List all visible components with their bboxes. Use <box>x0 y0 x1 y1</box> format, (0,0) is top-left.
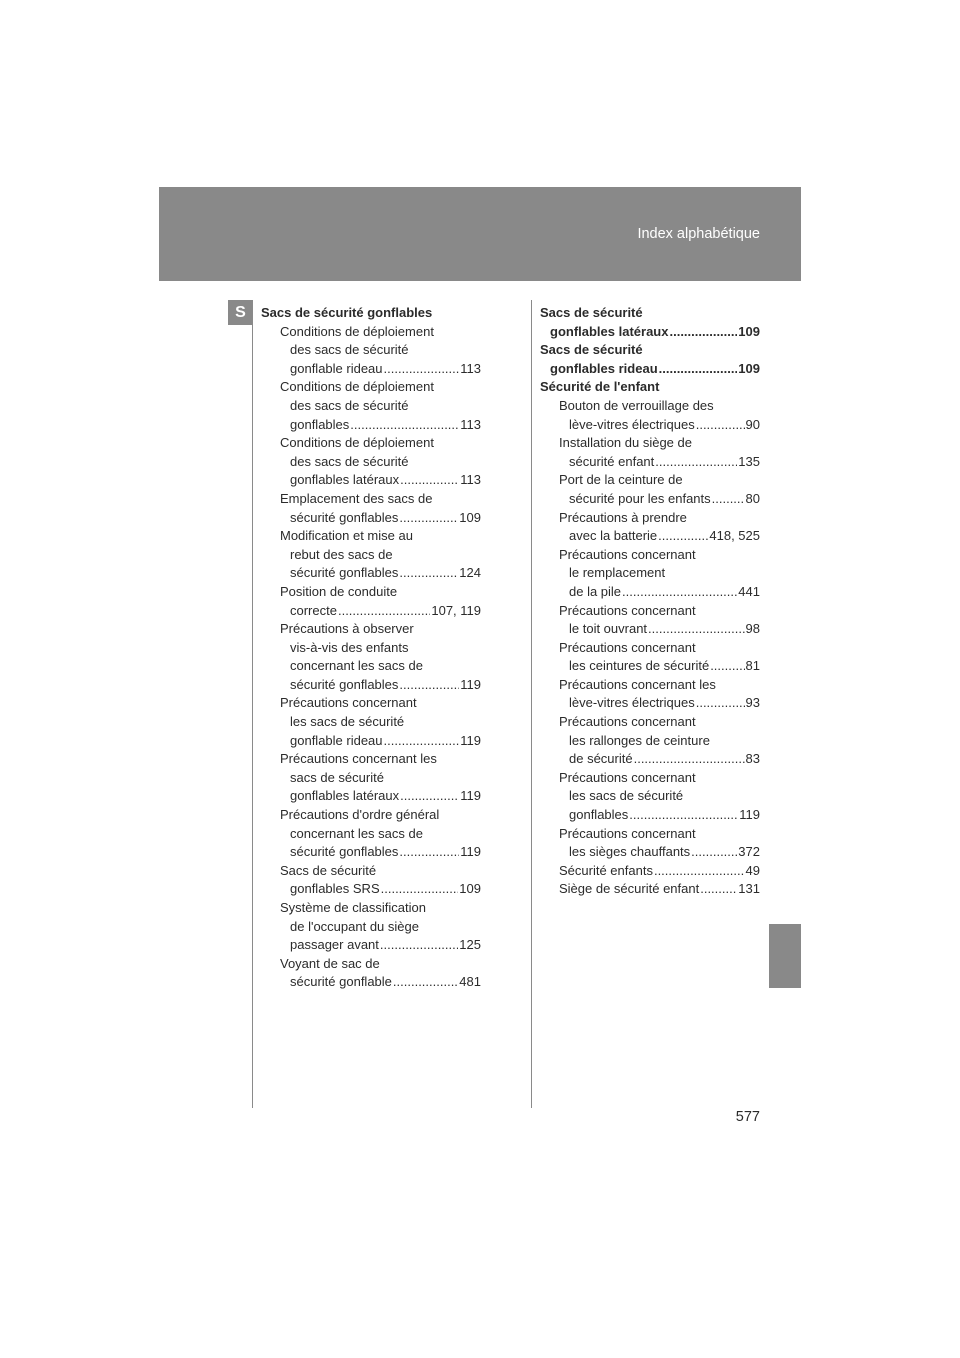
index-page-ref: 90 <box>745 416 760 432</box>
index-entry-text: Conditions de déploiement <box>280 323 434 339</box>
index-entry-sub <box>261 378 481 434</box>
index-entry-text: gonflables <box>569 807 629 823</box>
index-page-ref: 93 <box>745 695 760 711</box>
index-entry-text: Sacs de sécurité <box>280 862 377 878</box>
index-entry-sub <box>540 639 760 676</box>
index-entry-text: avec la batterie <box>569 528 658 544</box>
index-page-ref: 131 <box>738 881 760 897</box>
index-entry-text: Conditions de déploiement <box>280 379 434 395</box>
index-entry-text: sécurité enfant <box>569 453 655 469</box>
dot-leader <box>350 416 459 435</box>
dot-leader <box>696 416 745 435</box>
index-entry-text: Précautions d'ordre général <box>280 807 440 823</box>
dot-leader <box>400 787 459 806</box>
page-number: 577 <box>735 1109 760 1125</box>
index-entry-line-with-page <box>559 416 760 435</box>
index-page-ref: 109 <box>738 323 760 339</box>
index-entry-text: sacs de sécurité <box>290 769 384 785</box>
index-entry-text: gonflables latéraux <box>290 472 400 488</box>
index-entry-text: Sécurité enfants <box>559 862 653 878</box>
section-letter-badge: S <box>228 300 253 325</box>
index-entry-text: gonflables SRS <box>290 881 380 897</box>
index-page-ref: 119 <box>460 732 481 748</box>
index-column-left <box>261 304 481 992</box>
index-entry-text: le remplacement <box>569 565 666 581</box>
index-entry-sub <box>540 471 760 508</box>
index-entry-text: Précautions à observer <box>280 621 414 637</box>
dot-leader <box>658 527 708 546</box>
dot-leader <box>655 453 737 472</box>
index-entry-text: les sièges chauffants <box>569 844 691 860</box>
index-entry-line-with-page <box>280 732 481 751</box>
index-entry-line-with-page <box>559 657 760 676</box>
index-entry-text: Précautions concernant <box>559 769 696 785</box>
index-entry-text: Précautions concernant <box>280 695 417 711</box>
index-entry-text: vis-à-vis des enfants <box>290 639 409 655</box>
index-page-ref: 49 <box>745 862 760 878</box>
index-entry-line-with-page <box>280 471 481 490</box>
index-entry-text: Siège de sécurité enfant <box>559 881 700 897</box>
dot-leader <box>710 657 744 676</box>
index-entry-main <box>540 341 760 378</box>
index-entry-text: sécurité pour les enfants <box>569 490 711 506</box>
dot-leader <box>380 936 458 955</box>
index-entry-text: Voyant de sac de <box>280 955 380 971</box>
index-page-ref: 441 <box>738 583 760 599</box>
index-entry-line-with-page <box>540 323 760 342</box>
dot-leader <box>393 973 458 992</box>
header-band <box>159 187 801 281</box>
index-entry-text: Précautions concernant les <box>559 676 716 692</box>
index-entry-text: Précautions concernant <box>559 714 696 730</box>
index-entry-line-with-page <box>280 936 481 955</box>
index-page-ref: 418, 525 <box>709 528 760 544</box>
index-page-ref: 124 <box>459 565 481 581</box>
index-page-ref: 125 <box>459 937 481 953</box>
index-column-right <box>540 304 760 899</box>
index-entry-line-with-page <box>280 843 481 862</box>
index-entry-text: Sécurité de l'enfant <box>540 379 660 395</box>
index-entry-line-with-page <box>559 750 760 769</box>
index-entry-text: Bouton de verrouillage des <box>559 397 714 413</box>
index-entry-text: des sacs de sécurité <box>290 453 409 469</box>
index-entry-sub <box>540 546 760 602</box>
index-entry-text: gonflables latéraux <box>290 788 400 804</box>
dot-leader <box>700 880 737 899</box>
dot-leader <box>712 490 745 509</box>
index-entry-text: Sacs de sécurité <box>540 305 643 320</box>
dot-leader <box>648 620 744 639</box>
index-entry-sub <box>261 806 481 862</box>
index-entry-text: de la pile <box>569 583 622 599</box>
index-entry-sub <box>540 880 760 899</box>
index-page-ref: 109 <box>738 360 760 376</box>
dot-leader <box>659 360 738 379</box>
index-page-ref: 98 <box>745 621 760 637</box>
index-entry-text: Emplacement des sacs de <box>280 490 433 506</box>
index-entry-line-with-page <box>559 880 760 899</box>
index-page-ref: 119 <box>460 788 481 804</box>
index-entry-line-with-page <box>280 787 481 806</box>
index-entry-sub <box>540 769 760 825</box>
index-page-ref: 119 <box>460 676 481 692</box>
index-page-ref: 80 <box>745 490 760 506</box>
index-entry-text: sécurité gonflables <box>290 844 399 860</box>
index-entry-main <box>540 304 760 341</box>
index-entry-line-with-page <box>280 509 481 528</box>
index-entry-line-with-page <box>280 676 481 695</box>
index-entry-sub <box>261 434 481 490</box>
index-entry-line-with-page <box>280 564 481 583</box>
index-entry-text: gonflable rideau <box>290 360 383 376</box>
index-entry-text: gonflables <box>290 416 350 432</box>
index-entry-sub <box>540 825 760 862</box>
index-entry-text: le toit ouvrant <box>569 621 648 637</box>
dot-leader <box>399 564 458 583</box>
index-entry-text: des sacs de sécurité <box>290 397 409 413</box>
index-entry-line-with-page <box>559 862 760 881</box>
index-entry-text: Modification et mise au <box>280 528 413 544</box>
index-page-ref: 107, 119 <box>431 602 481 618</box>
index-entry-text: de l'occupant du siège <box>290 918 419 934</box>
index-page-ref: 83 <box>745 751 760 767</box>
index-entry-text: de sécurité <box>569 751 633 767</box>
index-entry-sub <box>540 862 760 881</box>
dot-leader <box>696 694 745 713</box>
index-entry-text: sécurité gonflables <box>290 509 399 525</box>
index-entry-sub <box>540 676 760 713</box>
dot-leader <box>634 750 745 769</box>
index-entry-text: Système de classification <box>280 900 426 915</box>
index-entry-line-with-page <box>280 360 481 379</box>
index-entry-line-with-page <box>280 880 481 899</box>
index-entry-text: Précautions à prendre <box>559 509 687 525</box>
index-entry-text: Conditions de déploiement <box>280 435 434 451</box>
index-entry-line-with-page <box>559 843 760 862</box>
index-entry-sub <box>261 323 481 379</box>
index-entry-sub <box>540 397 760 434</box>
header-title: Index alphabétique <box>637 226 760 242</box>
index-entry-text: Sacs de sécurité gonflables <box>261 305 433 320</box>
index-entry-line-with-page <box>280 602 481 621</box>
index-entry-line-with-page <box>559 583 760 602</box>
dot-leader <box>338 602 430 621</box>
index-entry-text: Installation du siège de <box>559 435 692 451</box>
index-page-ref: 481 <box>459 974 481 990</box>
index-entry-text: lève-vitres électriques <box>569 695 695 711</box>
index-entry-text: sécurité gonflable <box>290 974 392 990</box>
index-entry-text: correcte <box>290 602 337 618</box>
index-entry-line-with-page <box>559 620 760 639</box>
dot-leader <box>629 806 738 825</box>
index-entry-sub <box>540 509 760 546</box>
index-entry-text: gonflables latéraux <box>550 323 669 339</box>
index-entry-sub <box>261 694 481 750</box>
index-entry-text: les ceintures de sécurité <box>569 658 710 674</box>
index-entry-sub <box>540 713 760 769</box>
index-page-ref: 113 <box>460 360 481 376</box>
index-entry-text: Port de la ceinture de <box>559 472 683 488</box>
dot-leader <box>381 880 459 899</box>
column-divider-middle <box>531 300 532 1108</box>
index-entry-text: Sacs de sécurité <box>540 342 643 358</box>
dot-leader <box>399 676 459 695</box>
index-page-ref: 119 <box>739 807 760 823</box>
index-entry-sub <box>261 899 481 955</box>
index-entry-text: Précautions concernant <box>559 602 696 618</box>
index-entry-text: Précautions concernant <box>559 825 696 841</box>
index-entry-sub <box>261 620 481 694</box>
index-entry-line-with-page <box>280 973 481 992</box>
index-entry-text: des sacs de sécurité <box>290 342 409 358</box>
index-entry-text: Précautions concernant les <box>280 751 437 767</box>
index-entry-line-with-page <box>559 806 760 825</box>
dot-leader <box>691 843 737 862</box>
index-entry-main <box>540 378 760 397</box>
dot-leader <box>384 732 460 751</box>
index-page-ref: 119 <box>460 844 481 860</box>
index-entry-main <box>261 304 481 323</box>
column-divider-left <box>252 300 253 1108</box>
index-entry-sub <box>261 490 481 527</box>
index-entry-text: lève-vitres électriques <box>569 416 695 432</box>
index-entry-sub <box>261 955 481 992</box>
index-entry-text: rebut des sacs de <box>290 546 393 562</box>
dot-leader <box>654 862 745 881</box>
index-page-ref: 113 <box>460 472 481 488</box>
index-entry-text: Précautions concernant <box>559 546 696 562</box>
chapter-side-tab <box>769 924 801 988</box>
index-entry-line-with-page <box>559 490 760 509</box>
index-entry-text: concernant les sacs de <box>290 658 423 674</box>
index-entry-text: sécurité gonflables <box>290 676 399 692</box>
index-page-ref: 109 <box>459 881 481 897</box>
index-entry-text: les rallonges de ceinture <box>569 732 710 748</box>
index-entry-sub <box>261 583 481 620</box>
index-page-ref: 109 <box>459 509 481 525</box>
index-entry-text: Précautions concernant <box>559 639 696 655</box>
index-entry-line-with-page <box>280 416 481 435</box>
dot-leader <box>399 509 458 528</box>
index-entry-line-with-page <box>559 527 760 546</box>
dot-leader <box>399 843 459 862</box>
index-entry-text: gonflables rideau <box>550 360 658 376</box>
index-entry-text: les sacs de sécurité <box>290 714 405 730</box>
dot-leader <box>400 471 459 490</box>
index-page-ref: 372 <box>738 844 760 860</box>
index-entry-text: passager avant <box>290 937 379 953</box>
index-entry-text: gonflable rideau <box>290 732 383 748</box>
index-entry-line-with-page <box>559 453 760 472</box>
index-entry-line-with-page <box>540 360 760 379</box>
index-entry-sub <box>261 750 481 806</box>
index-entry-sub <box>261 527 481 583</box>
index-entry-text: sécurité gonflables <box>290 565 399 581</box>
dot-leader <box>669 323 737 342</box>
index-page-ref: 81 <box>745 658 760 674</box>
dot-leader <box>622 583 737 602</box>
index-entry-sub <box>261 862 481 899</box>
index-entry-text: les sacs de sécurité <box>569 788 684 804</box>
index-entry-text: concernant les sacs de <box>290 825 423 841</box>
dot-leader <box>384 360 460 379</box>
index-entry-line-with-page <box>559 694 760 713</box>
index-entry-text: Position de conduite <box>280 583 398 599</box>
index-entry-sub <box>540 434 760 471</box>
index-page-ref: 113 <box>460 416 481 432</box>
index-page-ref: 135 <box>738 453 760 469</box>
index-entry-sub <box>540 602 760 639</box>
